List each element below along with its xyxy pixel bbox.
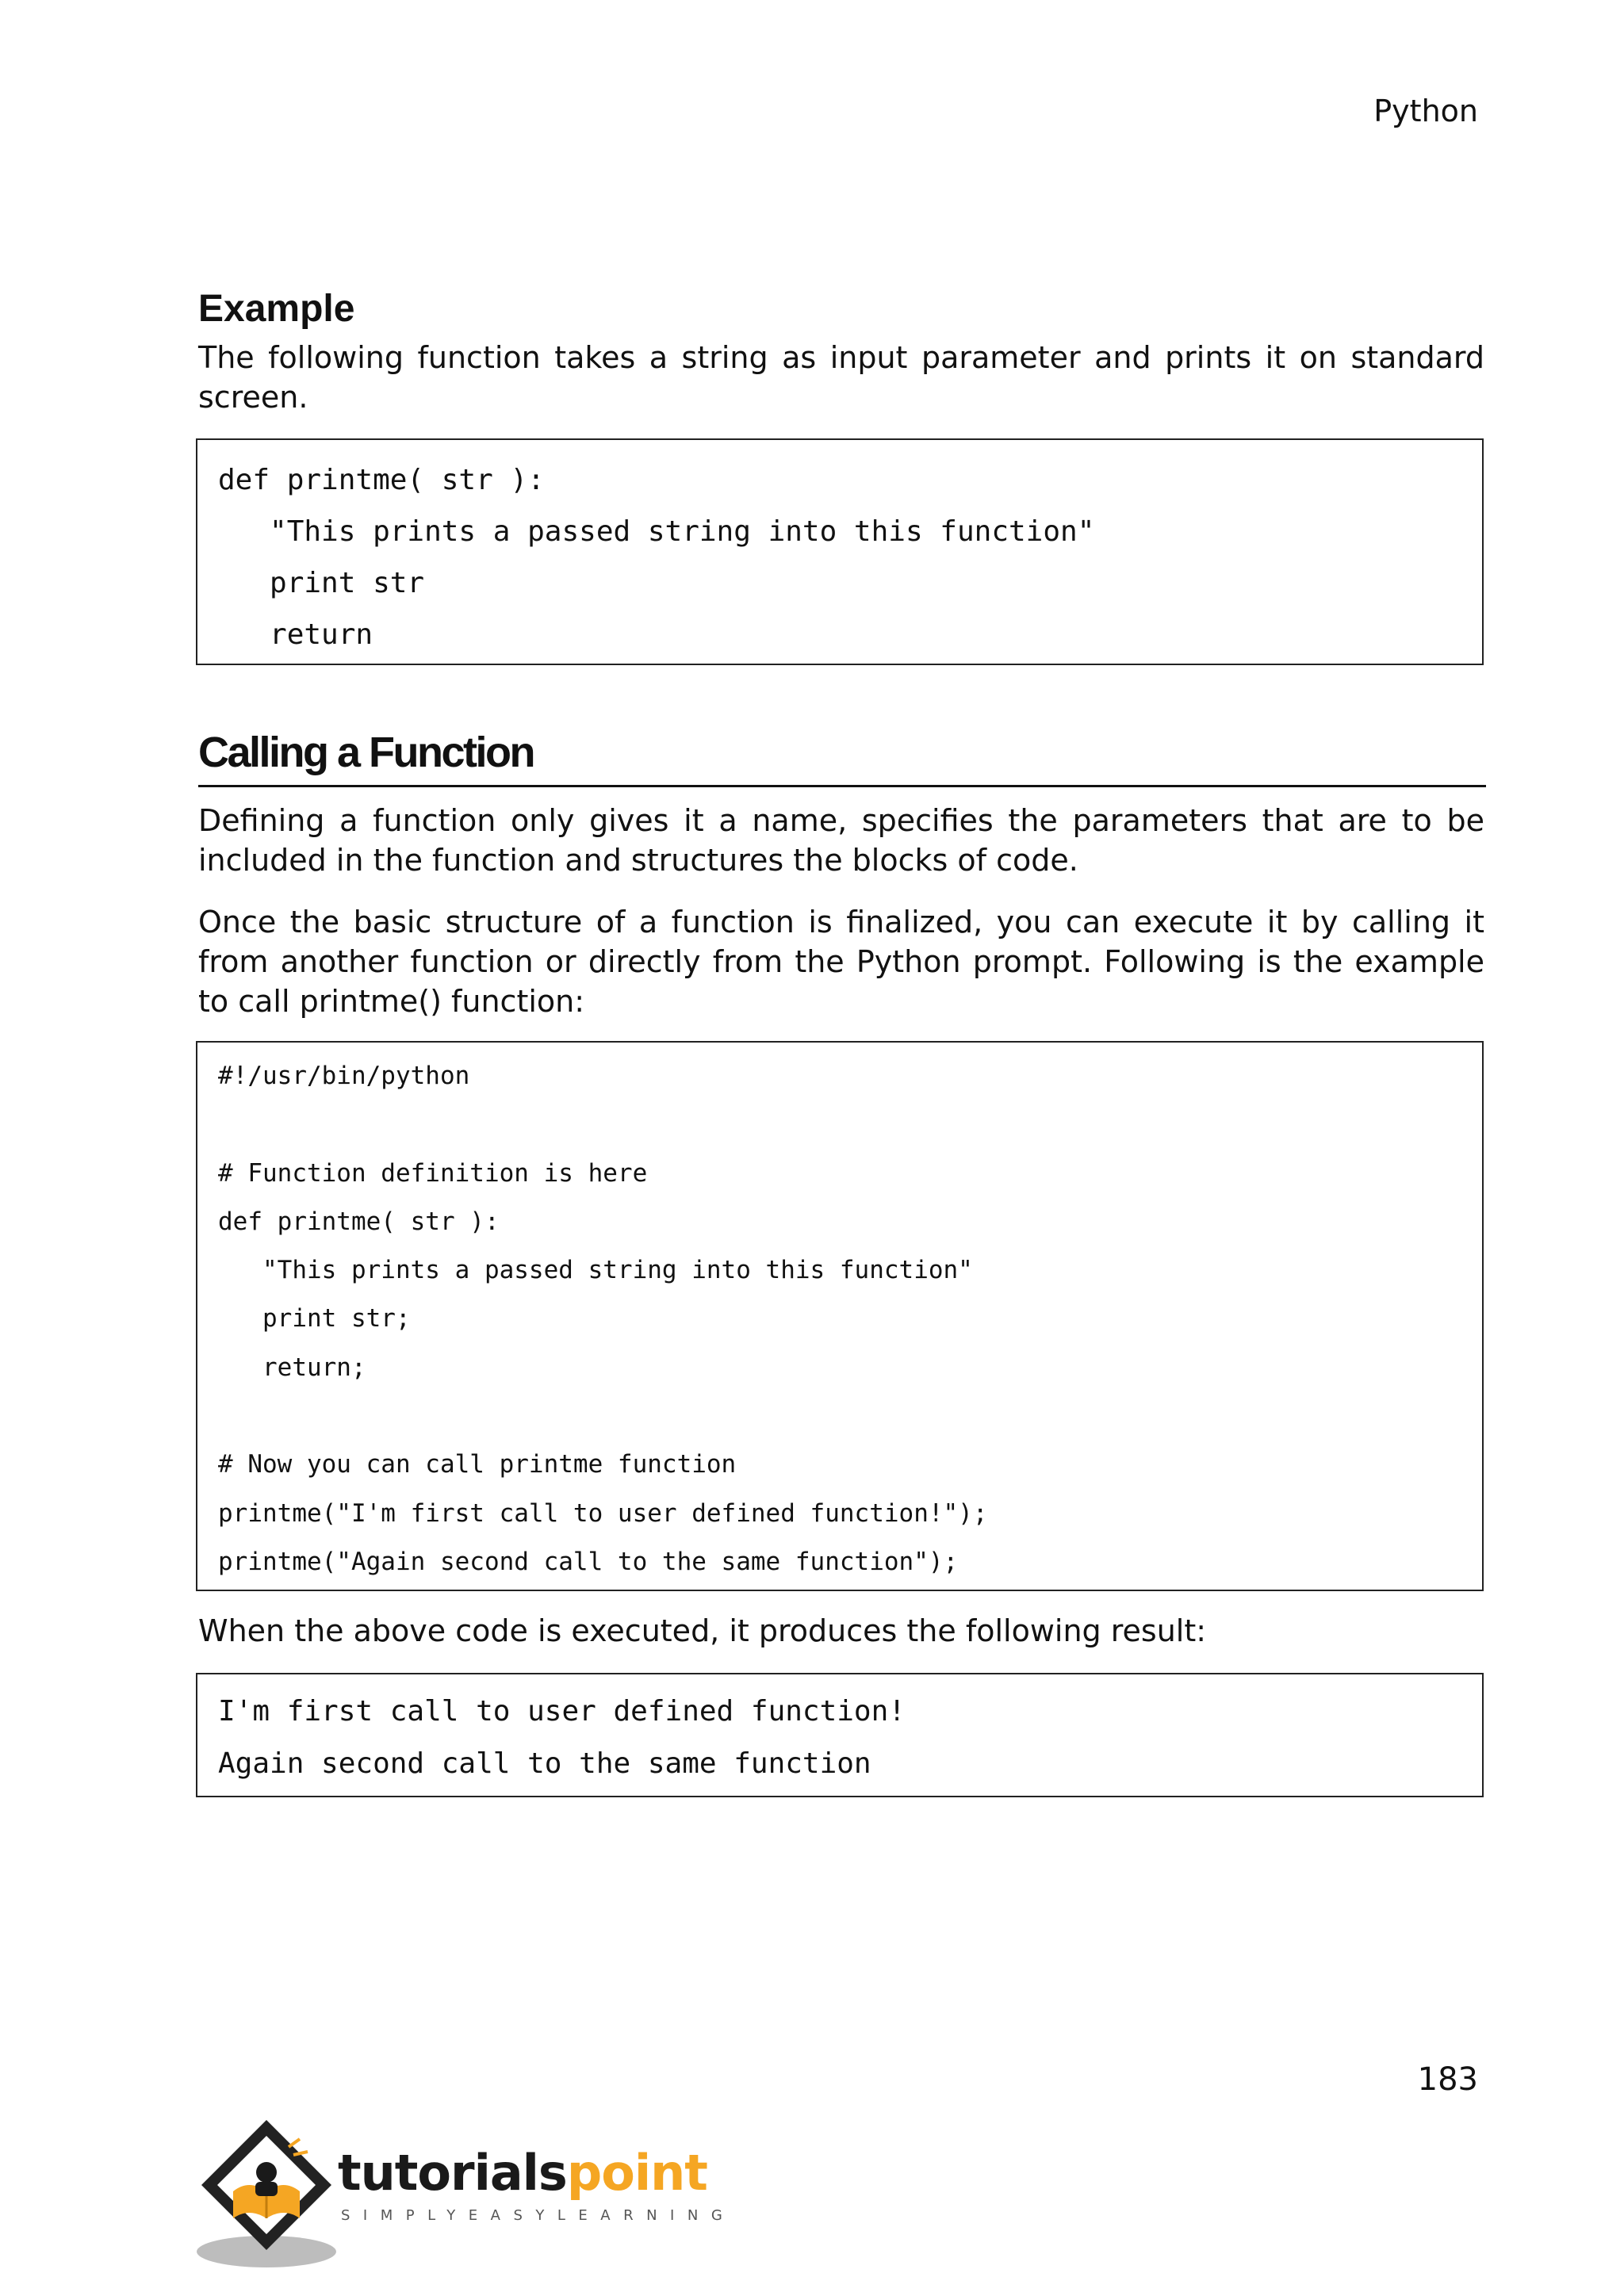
result-intro: When the above code is executed, it produces the following result: <box>198 1613 1207 1648</box>
code-line: return <box>218 618 373 651</box>
calling-para2-block <box>198 902 1484 1021</box>
code-line: "This prints a passed string into this function" <box>218 515 1095 548</box>
logo-tagline: SIMPLYEASYLEARNING <box>341 2207 736 2224</box>
result-intro-block <box>198 1611 1484 1651</box>
example-heading: Example <box>198 288 355 330</box>
logo-wordmark <box>338 2144 707 2202</box>
example-code-block <box>196 438 1484 665</box>
code-line: print str; <box>218 1304 411 1334</box>
code-line: def printme( str ): <box>218 1207 500 1236</box>
code-line: # Now you can call printme function <box>218 1450 737 1479</box>
logo-mark-icon <box>195 2115 338 2274</box>
output-line: I'm first call to user defined function! <box>218 1695 906 1728</box>
page-number: 183 <box>1417 2061 1478 2098</box>
code-line: printme("Again second call to the same function"); <box>218 1547 959 1576</box>
code-line <box>218 1100 1482 1149</box>
example-description-block <box>198 338 1484 417</box>
calling-paragraph-2: Once the basic structure of a function is finalized, you can execute it by calling it from another function or directly from the Python prompt. Following is the example to call printme() function: <box>198 905 1484 1019</box>
code-line: print str <box>218 567 425 599</box>
output-line: Again second call to the same function <box>218 1747 871 1780</box>
logo-text-point: point <box>566 2144 707 2202</box>
tutorialspoint-logo <box>195 2115 736 2274</box>
example-description: The following function takes a string as input parameter and prints it on standard screen. <box>198 340 1484 415</box>
calling-para1-block <box>198 801 1484 880</box>
code-line <box>218 1392 1482 1441</box>
calling-function-heading: Calling a Function <box>198 729 534 776</box>
code-line: return; <box>218 1353 366 1382</box>
code-line: def printme( str ): <box>218 464 545 496</box>
code-line: printme("I'm first call to user defined function!"); <box>218 1498 988 1528</box>
calling-heading-block <box>198 728 1484 777</box>
code-line: "This prints a passed string into this function" <box>218 1256 973 1285</box>
calling-code-block <box>196 1041 1484 1591</box>
output-block <box>196 1673 1484 1797</box>
logo-text-tutorials: tutorials <box>338 2144 567 2202</box>
running-header: Python <box>1373 94 1478 128</box>
section-divider <box>198 785 1486 787</box>
calling-paragraph-1: Defining a function only gives it a name, specifies the parameters that are to be included in the function and structures the blocks of code. <box>198 803 1484 878</box>
code-line: #!/usr/bin/python <box>218 1062 470 1090</box>
code-line: # Function definition is here <box>218 1158 648 1188</box>
